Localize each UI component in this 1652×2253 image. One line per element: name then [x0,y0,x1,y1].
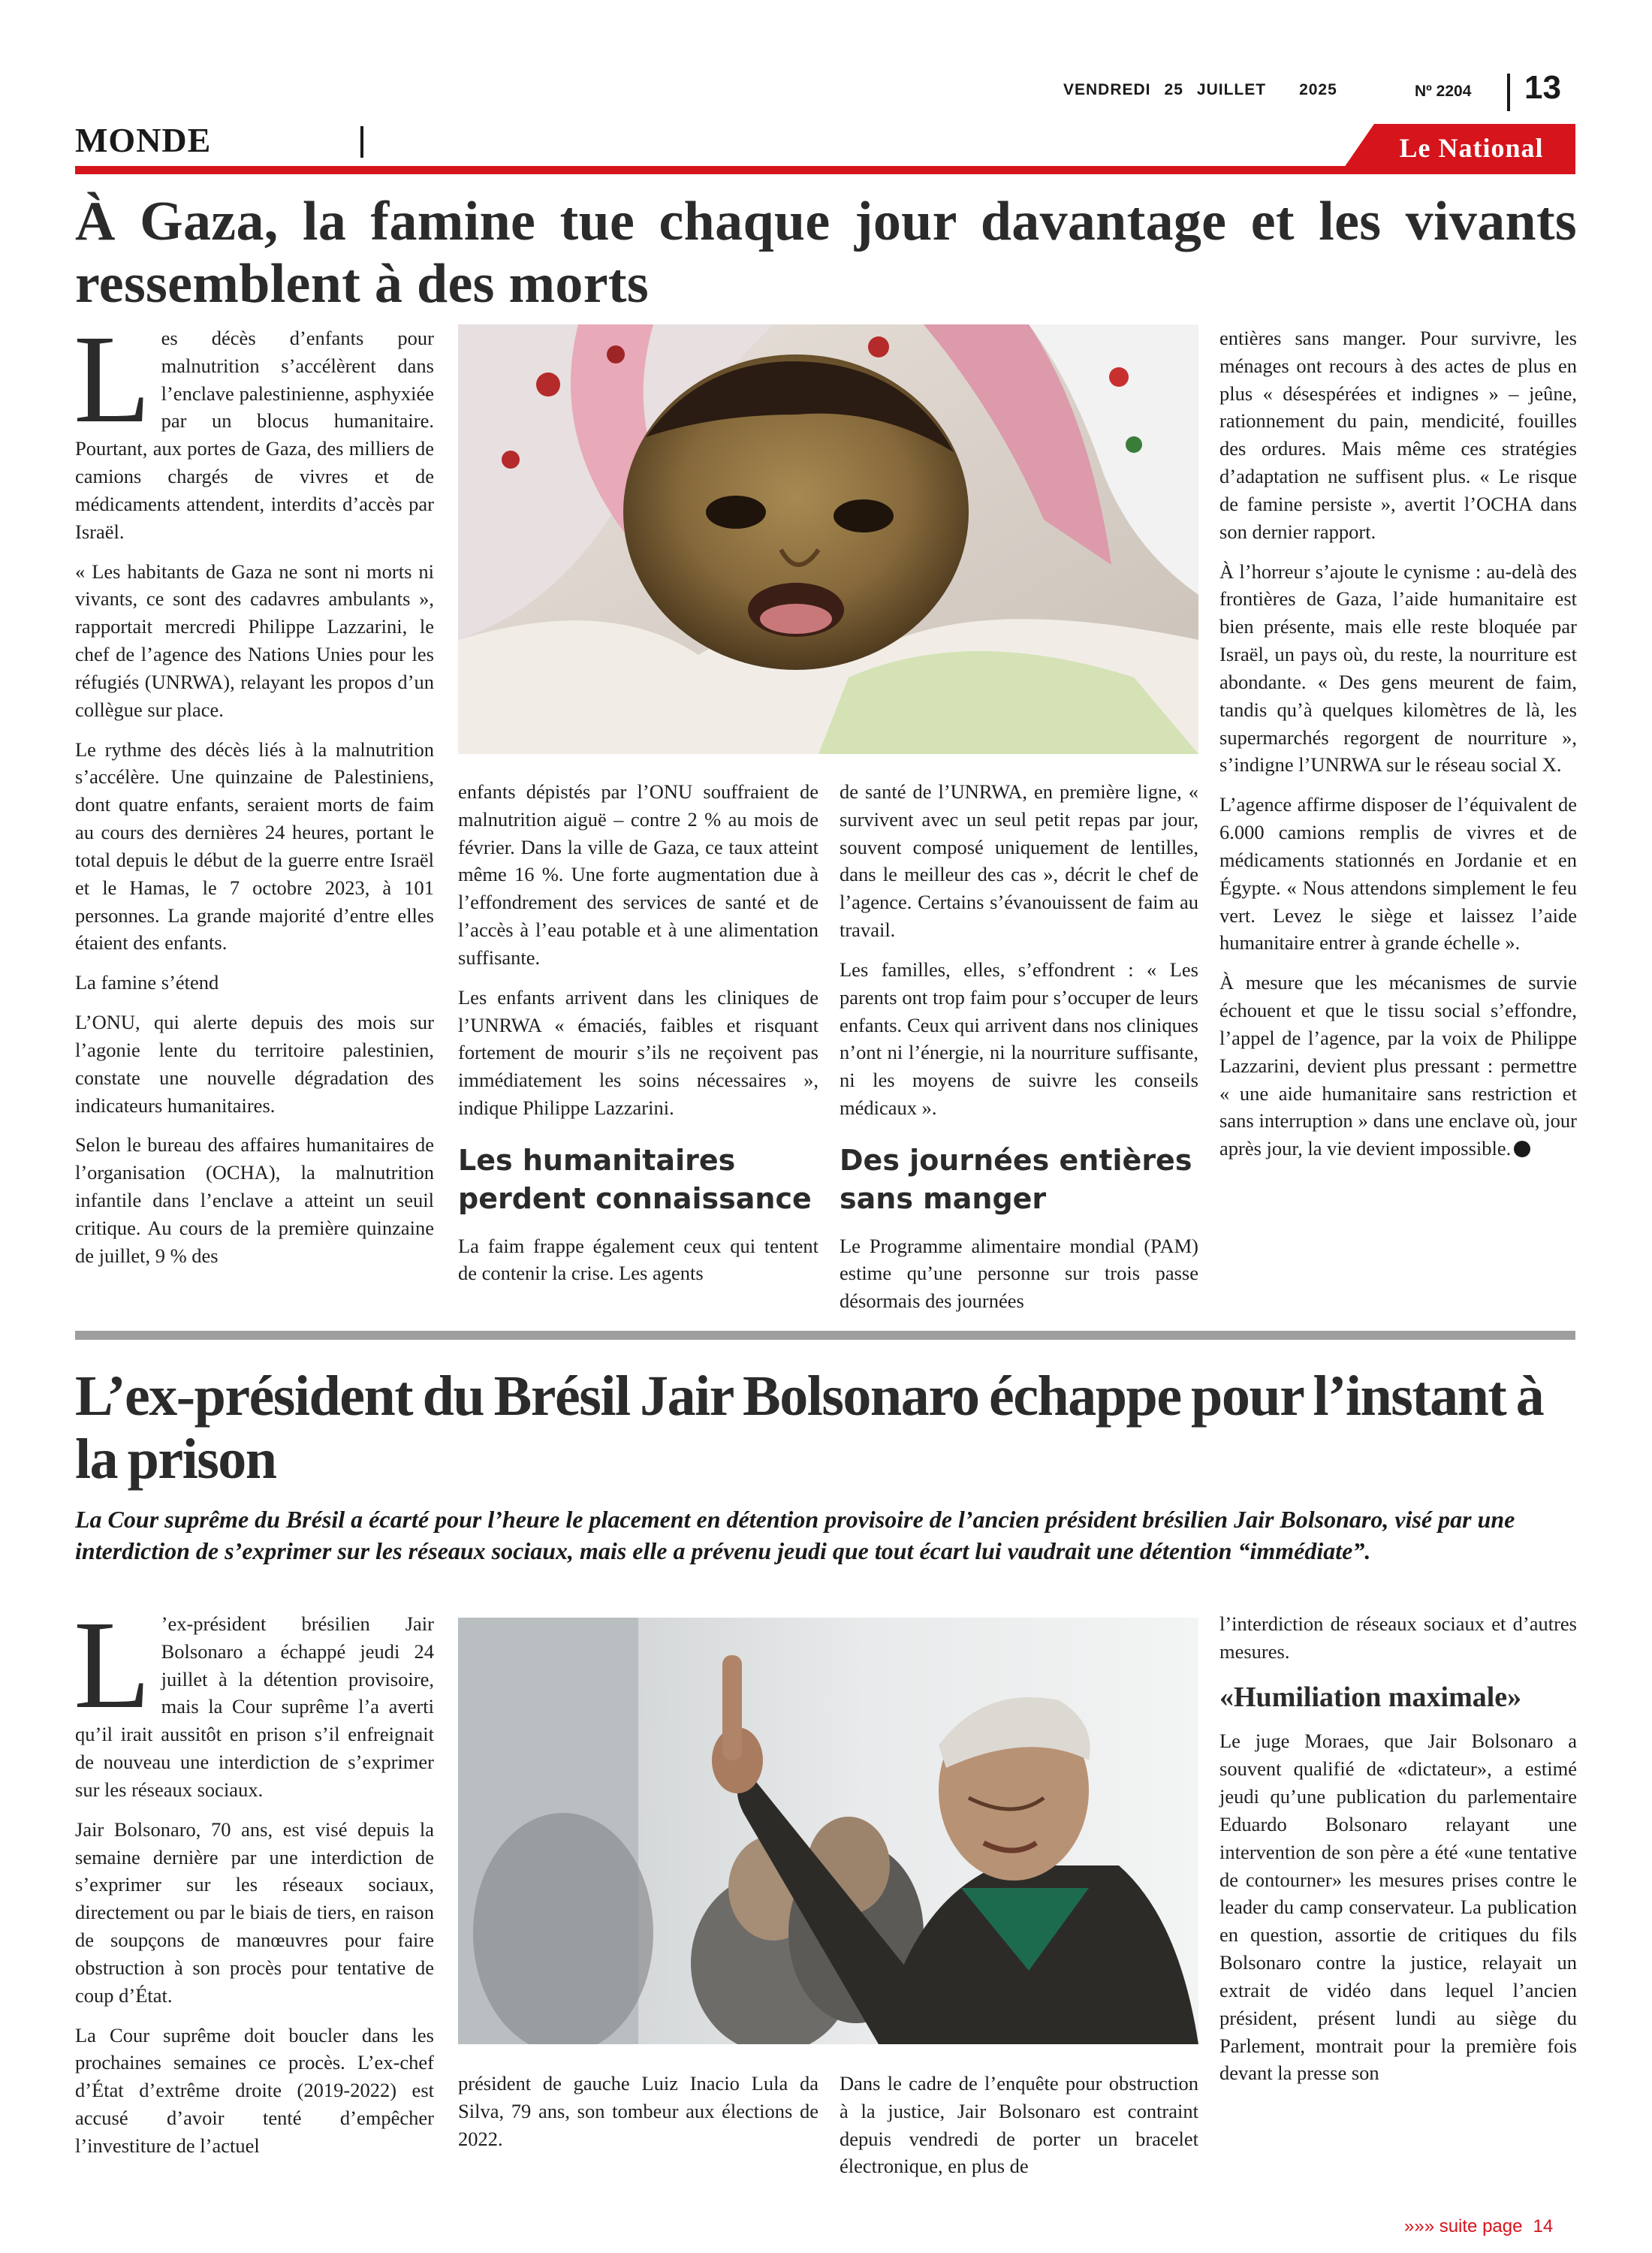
issue-month: JUILLET [1196,81,1267,98]
article-separator [75,1331,1575,1340]
article1-paragraph: L’agence affirme disposer de l’équivalent de 6.000 camions remplis de vivres et de médicaments stationnés en Jordanie et en Égypte. « Nous attendons simplement le feu vert. Levez le siège et laissez l’aide humanitaire entrer à grande échelle ». [1219,793,1577,955]
article1-paragraph: es décès d’enfants pour malnutrition s’accélèrent dans l’enclave palestinienne, asphyxiée par un blocus humanitaire. Pourtant, aux portes de Gaza, des milliers de camions chargés de vivres et de médicaments attendent, interdits d’accès par Israël. [75,327,434,543]
article2-paragraph: l’interdiction de réseaux sociaux et d’autres mesures. [1219,1612,1577,1663]
article1-photo [458,324,1198,754]
article1-paragraph: Les familles, elles, s’effondrent : « Les parents ont trop faim pour s’occuper de leurs enfants. Ceux qui arrivent dans nos cliniques n’ont ni l’énergie, ni la nourriture suffisante, ni les moyens de suivre les conseils médicaux ». [840,958,1198,1120]
article1-paragraph: La faim frappe également ceux qui tentent de contenir la crise. Les agents [458,1234,818,1285]
article1-paragraph: « Les habitants de Gaza ne sont ni morts ni vivants, ce sont des cadavres ambulants », rapportait mercredi Philippe Lazzarini, le chef de l’agence des Nations Unies pour les réfugiés (UNRWA), relayant les propos d’un collègue sur place. [75,559,434,721]
issue-date-num: 25 [1164,81,1183,98]
article1-paragraph: de santé de l’UNRWA, en première ligne, « survivent avec un seul petit repas par jour, souvent composé uniquement de lentilles, dans le meilleur des cas », décrit le chef de l’agence. Certains s’évanouissent de faim au travail. [840,780,1198,942]
starving-infant-photo [458,324,1198,754]
page-number: 13 [1524,69,1561,106]
article2-paragraph: président de gauche Luiz Inacio Lula da Silva, 79 ans, son tombeur aux élections de 2022. [458,2072,818,2150]
article2-deck: La Cour suprême du Brésil a écarté pour l’heure le placement en détention provisoire de l’ancien président brésilien Jair Bolsonaro, visé par une interdiction de s’exprimer sur les réseaux sociaux, mais elle a prévenu jeudi que tout écart lui vaudrait une détention “immédiate”. [75,1506,1515,1564]
issue-day: VENDREDI [1063,81,1151,98]
article2-paragraph: Dans le cadre de l’enquête pour obstruction à la justice, Jair Bolsonaro est contraint depuis vendredi de porter un bracelet électronique, en plus de [840,2072,1198,2178]
article2-col1 [74,1595,434,2160]
article1-headline: À Gaza, la famine tue chaque jour davantage et les vivants ressemblent à des morts [75,191,1577,315]
article2-paragraph: La Cour suprême doit boucler dans les prochaines semaines ce procès. L’ex-chef d’État d’extrême droite (2019-2022) est accusé d’avoir tenté d’empêcher l’investiture de l’actuel [75,2023,434,2157]
continued-label: »»» suite page [1404,2216,1523,2236]
article1-col4 [1219,324,1577,1163]
article2-col4 [1219,1610,1577,2087]
continued-link[interactable] [1404,2216,1553,2237]
article2-paragraph: ’ex-président brésilien Jair Bolsonaro a échappé jeudi 24 juillet à la détention provisoire, mais la Cour suprême l’a averti qu’il irait aussitôt en prison s’il enfreignait de nouveau une interdiction de s’exprimer sur les réseaux sociaux. [75,1612,434,1801]
article1-subhead: Les humanitaires perdent connaissance [458,1143,812,1216]
article1-intertitle: La famine s’étend [75,971,219,994]
article2-photo [458,1618,1198,2044]
section-divider [360,126,363,158]
article1-subhead: Des journées entières sans manger [840,1143,1192,1216]
article1-col2 [458,778,818,1287]
article1-paragraph: Les enfants arrivent dans les cliniques de l’UNRWA « émaciés, faibles et risquant fortement de mourir s’ils ne reçoivent pas immédiatement les soins nécessaires », indique Philippe Lazzarini. [458,985,818,1120]
article1-paragraph: Le rythme des décès liés à la malnutrition s’accélère. Une quinzaine de Palestiniens, dont quatre enfants, seraient morts de faim au cours des dernières 24 heures, portant le total depuis le début de la guerre entre Israël et le Hamas, le 7 octobre 2023, à 101 personnes. La grande majorité d’entre elles étaient des enfants. [75,737,434,955]
bolsonaro-pointing-photo [458,1618,1198,2044]
article1-paragraph: À l’horreur s’ajoute le cynisme : au-delà des frontières de Gaza, l’aide humanitaire est bien présente, mais elle reste bloquée par Israël, un pays où, du reste, la nourriture est abondante. « Des gens meurent de faim, tandis qu’à quelques kilomètres de là, les supermarchés regorgent de nourriture », s’indigne l’UNRWA sur le réseau social X. [1219,559,1577,777]
article1-paragraph: entières sans manger. Pour survivre, les ménages ont recours à des actes de plus en plus « désespérées et indignes » – jeûne, rationnement du pain, mendicité, fouilles des ordures. Mais même ces stratégies d’adaptation ne suffisent plus. « Le risque de famine persiste », avertit l’OCHA dans son dernier rapport. [1219,327,1577,543]
issue-number: Nº 2204 [1415,83,1472,100]
article1-paragraph: À mesure que les mécanismes de survie échouent et que le tissu social s’effondre, l’appel de l’agence, par la voix de Philippe Lazzarini, devient plus pressant : permettre « une aide humanitaire sans restriction et sans interruption » dans une enclave où, jour après jour, la vie devient impossible. [1219,971,1577,1160]
end-of-article-icon [1514,1141,1530,1157]
issue-year: 2025 [1299,81,1337,98]
article2-dropcap: L [74,1595,151,1735]
article2-col3 [840,2070,1198,2180]
article1-paragraph: L’ONU, qui alerte depuis des mois sur l’agonie lente du territoire palestinien, constate une nouvelle dégradation des indicateurs humanitaires. [75,1011,434,1117]
article1-paragraph: Le Programme alimentaire mondial (PAM) estime qu’une personne sur trois passe désormais des journées [840,1234,1198,1313]
continued-page: 14 [1533,2216,1554,2236]
header-red-rule [75,166,1575,174]
article1-col3 [840,778,1198,1315]
article1-dropcap: L [74,309,151,449]
article2-col2 [458,2070,818,2152]
article2-paragraph: Le juge Moraes, que Jair Bolsonaro a souvent qualifié de «dictateur», a estimé jeudi qu’une publication du parlementaire Eduardo Bolsonaro relayant une intervention de son père a été «une tentative de contourner» les mesures prises contre le leader du camp conservateur. La publication en question, assortie de critiques du fils Bolsonaro contre la justice, relayait un extrait de vidéo dans lequel l’ancien président, présent lundi au siège du Parlement, montrait pour la première fois devant la presse son [1219,1730,1577,2085]
article1-col1 [74,309,434,1270]
section-title: MONDE [75,121,212,159]
article2-subhead: «Humiliation maximale» [1219,1681,1522,1713]
header-divider [1507,74,1510,111]
brand-name: Le National [1399,133,1544,163]
issue-date [1063,81,1351,99]
article2-paragraph: Jair Bolsonaro, 70 ans, est visé depuis la semaine dernière par une interdiction de s’exprimer sur les réseaux sociaux, directement ou par le biais de tiers, en raison de soupçons de manœuvres pour faire obstruction à son procès pour tentative de coup d’État. [75,1817,434,2007]
article2-headline: L’ex-président du Brésil Jair Bolsonaro échappe pour l’instant à la prison [75,1365,1544,1491]
article1-paragraph: Selon le bureau des affaires humanitaires de l’organisation (OCHA), la malnutrition infantile dans l’enclave a atteint un seuil critique. Au cours de la première quinzaine de juillet, 9 % des [75,1133,434,1267]
article1-paragraph: enfants dépistés par l’ONU souffraient de malnutrition aiguë – contre 2 % au mois de février. Dans la ville de Gaza, ce taux atteint même 16 %. Une forte augmentation due à l’effondrement des services de santé et de l’accès à l’eau potable et à une alimentation suffisante. [458,780,818,969]
